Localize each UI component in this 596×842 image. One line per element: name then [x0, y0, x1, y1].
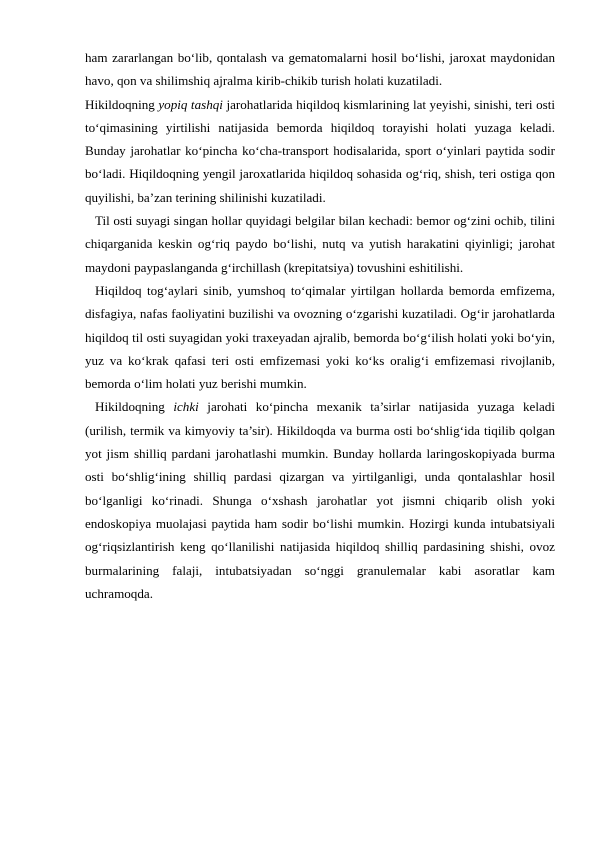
- paragraph-1: [85, 46, 555, 93]
- paragraph-5-italic-term: ichki: [173, 399, 199, 415]
- paragraph-2-italic-term: yopiq tashqi: [158, 96, 223, 112]
- paragraph-1-text: ham zararlangan bo‘lib, qontalash va gematomalarni hosil bo‘lishi, jaroxat maydonidan havo, qon va shilimshiq ajralma kirib-chikib turish holati kuzatiladi.: [85, 50, 555, 89]
- paragraph-5: [85, 395, 555, 605]
- paragraph-5-lead: Hikildoqning: [95, 399, 174, 415]
- paragraph-3-text: Til osti suyagi singan hollar quyidagi belgilar bilan kechadi: bemor og‘zini ochib, tilini chiqarganida keskin og‘riq paydo bo‘lishi, nutq va yutish harakatini qiyinligi; jarohat maydoni paypaslanganda g‘irchillash (krepitatsiya) tovushini eshitilishi.: [85, 213, 555, 275]
- document-page: [85, 46, 555, 605]
- paragraph-3: [85, 209, 555, 279]
- paragraph-2-text: jarohatlarida hiqildoq kismlarining lat yeyishi, sinishi, teri osti to‘qimasining yirtilishi natijasida bemorda hiqildoq torayishi holati yuzaga keladi. Bunday jarohatlar ko‘pincha ko‘cha-transport hodisalarida, sport o‘yinlari paytida sodir bo‘ladi. Hiqildoqning yengil jaroxatlarida hiqildoq sohasida og‘riq, shish, teri ostiga qon quyilishi, ba’zan terining shilinishi kuzatiladi.: [85, 96, 555, 205]
- paragraph-5-text: jarohati ko‘pincha mexanik ta’sirlar natijasida yuzaga keladi (urilish, termik va kimyoviy ta’sir). Hikildoqda va burma osti bo‘shlig‘ida tiqilib qolgan yot jism shilliq pardani jarohatlashi mumkin. Bunday hollarda laringoskopiyada burma osti bo‘shlig‘ining shilliq pardasi qizargan va yirtilganligi, unda qontalashlar hosil bo‘lganligi ko‘rinadi. Shunga o‘xshash jarohatlar yot jismni chiqarib olish yoki endoskopiya muolajasi paytida ham sodir bo‘lishi mumkin. Hozirgi kunda intubatsiyali og‘riqsizlantirish keng qo‘llanilishi natijasida hiqildoq shilliq pardasining shishi, ovoz burmalarining falaji, intubatsiyadan so‘nggi granulemalar kabi asoratlar kam uchramoqda.: [85, 399, 555, 601]
- paragraph-4: [85, 279, 555, 395]
- paragraph-2: [85, 93, 555, 209]
- paragraph-4-text: Hiqildoq tog‘aylari sinib, yumshoq to‘qimalar yirtilgan hollarda bemorda emfizema, disfagiya, nafas faoliyatini buzilishi va ovozning o‘zgarishi kuzatiladi. Og‘ir jarohatlarda hiqildoq til osti suyagidan yoki traxeyadan ajralib, bemorda bo‘g‘ilish holati yoki bo‘yin, yuz va ko‘krak qafasi teri osti emfizemasi yoki ko‘ks oralig‘i emfizemasi rivojlanib, bemorda o‘lim holati yuz berishi mumkin.: [85, 282, 555, 392]
- paragraph-2-lead: Hikildoqning: [85, 96, 159, 112]
